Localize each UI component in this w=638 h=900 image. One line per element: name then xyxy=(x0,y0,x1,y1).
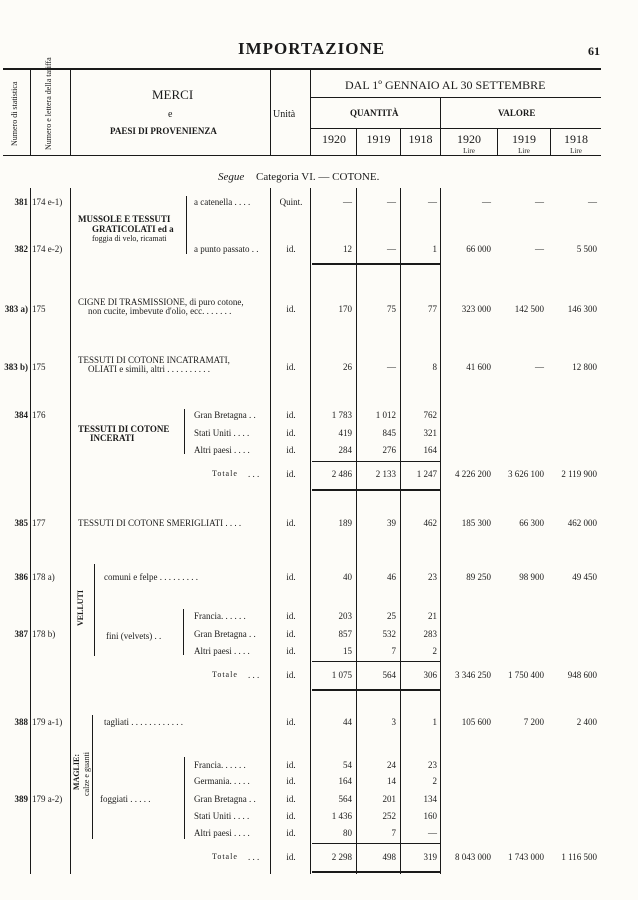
cell-v1920: 4 226 200 xyxy=(455,469,491,479)
col-valore: VALORE xyxy=(498,108,536,118)
cell-q1918: 306 xyxy=(423,670,437,680)
cell-stat: 381 xyxy=(14,197,28,207)
col-unita: Unità xyxy=(273,109,296,120)
cell-q1918: 164 xyxy=(423,445,437,455)
cell-v1919: — xyxy=(535,362,544,372)
cell-unit: id. xyxy=(286,629,296,639)
cell-q1918: 462 xyxy=(423,518,437,528)
cell-unit: id. xyxy=(286,811,296,821)
cell-v1920: 8 043 000 xyxy=(455,852,491,862)
item-cigne-2: non cucite, imbevute d'olio, ecc. . . . . . . xyxy=(88,306,232,316)
cell-v1920: 185 300 xyxy=(461,518,491,528)
cell-q1920: 2 486 xyxy=(331,469,352,479)
col-divider xyxy=(356,188,357,874)
item-fini: fini (velvets) . . xyxy=(106,631,162,641)
col-divider xyxy=(270,188,271,874)
cell-q1918: 2 xyxy=(432,646,437,656)
cell-q1918: 134 xyxy=(423,794,437,804)
cell-v1918: 1 116 500 xyxy=(561,852,597,862)
cell-q1920: 164 xyxy=(338,776,352,786)
col-divider xyxy=(30,70,31,155)
cell-q1919: — xyxy=(387,197,396,207)
cell-unit: id. xyxy=(286,828,296,838)
cell-tariff: 178 b) xyxy=(32,629,56,639)
cell-unit: id. xyxy=(286,670,296,680)
cell-q1918: 160 xyxy=(423,811,437,821)
cell-unit: Quint. xyxy=(279,197,303,207)
bracket xyxy=(183,609,188,655)
cell-tariff: 176 xyxy=(32,410,46,420)
cell-v1919: 1 750 400 xyxy=(508,670,544,680)
cell-q1919: 7 xyxy=(391,646,396,656)
header-rule xyxy=(310,128,601,129)
cell-tariff: 175 xyxy=(32,304,46,314)
bracket xyxy=(184,409,189,454)
cell-tariff: 175 xyxy=(32,362,46,372)
cell-tariff: 174 e-2) xyxy=(32,244,63,254)
item-cigne-1: CIGNE DI TRASMISSIONE, di puro cotone, xyxy=(78,297,244,307)
cell-q1918: 762 xyxy=(423,410,437,420)
cell-v1918: 12 800 xyxy=(572,362,597,372)
cell-q1920: 189 xyxy=(338,518,352,528)
year-q1920: 1920 xyxy=(322,132,346,146)
totale-dots: . . . xyxy=(248,469,260,479)
cell-q1918: 321 xyxy=(423,428,437,438)
total-rule xyxy=(312,843,440,844)
cell-q1918: — xyxy=(428,197,437,207)
cell-v1920: 89 250 xyxy=(466,572,491,582)
row-description: Germania. . . . . xyxy=(194,776,250,786)
col-numero-statistica: Numero di statistica xyxy=(10,81,19,146)
total-rule xyxy=(312,461,440,462)
item-mussole-3: foggia di velo, ricamati xyxy=(92,234,167,243)
cell-v1920: 105 600 xyxy=(461,717,491,727)
cell-v1918: 5 500 xyxy=(576,244,597,254)
item-foggiati: foggiati . . . . . xyxy=(100,794,151,804)
cell-v1918: 948 600 xyxy=(567,670,597,680)
cell-q1918: 1 xyxy=(432,244,437,254)
cell-tariff: 178 a) xyxy=(32,572,55,582)
row-description: Gran Bretagna . . xyxy=(194,410,256,420)
item-mussole-1: MUSSOLE E TESSUTI xyxy=(78,214,171,224)
row-description: Altri paesi . . . . xyxy=(194,445,250,455)
row-description: Stati Uniti . . . . xyxy=(194,428,250,438)
year-q1919: 1919 xyxy=(366,132,391,146)
unit-lire: Lire xyxy=(463,147,475,155)
cell-q1919: 845 xyxy=(382,428,396,438)
item-catramati-1: TESSUTI DI COTONE INCATRAMATI, xyxy=(78,355,230,365)
cell-q1920: 1 075 xyxy=(331,670,352,680)
cell-stat: 383 a) xyxy=(4,304,28,314)
item-incerati-2: INCERATI xyxy=(90,433,135,443)
cell-v1919: — xyxy=(535,197,544,207)
col-merci-e: e xyxy=(168,109,173,120)
cell-unit: id. xyxy=(286,794,296,804)
cell-q1919: 201 xyxy=(382,794,396,804)
cell-v1918: 462 000 xyxy=(567,518,597,528)
bracket xyxy=(94,564,99,656)
cell-v1919: — xyxy=(535,244,544,254)
cell-q1920: — xyxy=(343,197,352,207)
section-rule xyxy=(312,263,440,265)
cell-q1920: 1 436 xyxy=(331,811,352,821)
totale-label: Totale xyxy=(212,852,238,861)
cell-v1918: 146 300 xyxy=(567,304,597,314)
row-description: Altri paesi . . . . xyxy=(194,828,250,838)
cell-q1920: 857 xyxy=(338,629,352,639)
totale-label: Totale xyxy=(212,469,238,478)
item-incerati-1: TESSUTI DI COTONE xyxy=(78,424,170,434)
total-rule xyxy=(312,661,440,662)
cell-q1919: 39 xyxy=(387,518,396,528)
cell-q1919: 1 012 xyxy=(375,410,396,420)
cell-v1919: 142 500 xyxy=(514,304,544,314)
cell-q1918: 77 xyxy=(428,304,437,314)
col-paesi: PAESI DI PROVENIENZA xyxy=(110,126,217,136)
cell-unit: id. xyxy=(286,646,296,656)
cell-q1919: 3 xyxy=(391,717,396,727)
row-description: Altri paesi . . . . xyxy=(194,646,250,656)
cell-q1920: 12 xyxy=(343,244,352,254)
col-merci: MERCI xyxy=(152,87,194,102)
totale-label: Totale xyxy=(212,670,238,679)
bracket xyxy=(184,757,189,839)
cell-q1919: — xyxy=(387,362,396,372)
cell-v1920: — xyxy=(482,197,491,207)
item-catramati-2: OLIATI e simili, altri . . . . . . . . . . xyxy=(88,364,210,374)
cell-q1919: 25 xyxy=(387,611,396,621)
cell-q1918: 2 xyxy=(432,776,437,786)
cell-unit: id. xyxy=(286,518,296,528)
section-rule xyxy=(312,871,440,873)
cell-stat: 388 xyxy=(14,717,28,727)
cell-q1919: 46 xyxy=(387,572,396,582)
totale-dots: . . . xyxy=(248,670,260,680)
cell-q1920: 54 xyxy=(343,760,352,770)
unit-lire: Lire xyxy=(518,147,530,155)
year-v1918: 1918 xyxy=(564,132,588,146)
cell-q1918: 283 xyxy=(423,629,437,639)
row-description: Gran Bretagna . . xyxy=(194,629,256,639)
page-title: IMPORTAZIONE xyxy=(238,39,386,58)
cell-v1918: — xyxy=(588,197,597,207)
page-number: 61 xyxy=(588,44,600,58)
cell-q1920: 1 783 xyxy=(331,410,352,420)
header-top-rule xyxy=(3,68,601,70)
cell-q1920: 80 xyxy=(343,828,352,838)
cell-unit: id. xyxy=(286,445,296,455)
cell-q1918: 23 xyxy=(428,760,437,770)
cell-q1919: 75 xyxy=(387,304,396,314)
cell-q1920: 2 298 xyxy=(331,852,352,862)
row-description: a punto passato . . xyxy=(194,244,259,254)
cell-unit: id. xyxy=(286,572,296,582)
row-description: comuni e felpe . . . . . . . . . xyxy=(104,572,198,582)
cell-q1919: — xyxy=(387,244,396,254)
row-description: Stati Uniti . . . . xyxy=(194,811,250,821)
bracket xyxy=(92,715,97,839)
cell-unit: id. xyxy=(286,760,296,770)
col-divider xyxy=(440,188,441,874)
cell-v1920: 323 000 xyxy=(461,304,491,314)
col-divider xyxy=(70,70,71,155)
year-v1919: 1919 xyxy=(512,132,536,146)
cell-stat: 384 xyxy=(14,410,28,420)
section-rule xyxy=(312,489,440,491)
cell-stat: 382 xyxy=(14,244,28,254)
unit-lire: Lire xyxy=(570,147,582,155)
row-description: tagliati . . . . . . . . . . . . xyxy=(104,717,183,727)
cell-q1920: 564 xyxy=(338,794,352,804)
cell-unit: id. xyxy=(286,304,296,314)
row-description: Gran Bretagna . . xyxy=(194,794,256,804)
cell-unit: id. xyxy=(286,852,296,862)
cell-stat: 387 xyxy=(14,629,28,639)
cell-q1918: 1 xyxy=(432,717,437,727)
item-maglie-2: calze e guanti xyxy=(82,752,91,796)
cell-q1918: 21 xyxy=(428,611,437,621)
cell-v1920: 41 600 xyxy=(466,362,491,372)
cell-q1919: 564 xyxy=(382,670,396,680)
cell-q1920: 15 xyxy=(343,646,352,656)
cell-v1919: 3 626 100 xyxy=(508,469,544,479)
section-rule xyxy=(312,689,440,691)
col-divider xyxy=(310,188,311,874)
item-velluti: VELLUTI xyxy=(76,589,85,626)
cell-v1919: 1 743 000 xyxy=(508,852,544,862)
year-v1920: 1920 xyxy=(457,132,481,146)
cell-q1918: 23 xyxy=(428,572,437,582)
col-quantita: QUANTITÀ xyxy=(350,108,399,118)
cell-q1920: 284 xyxy=(338,445,352,455)
cell-q1920: 26 xyxy=(343,362,352,372)
col-divider xyxy=(30,188,31,874)
cell-unit: id. xyxy=(286,410,296,420)
totale-dots: . . . xyxy=(248,852,260,862)
cell-unit: id. xyxy=(286,469,296,479)
cell-q1919: 2 133 xyxy=(375,469,396,479)
cell-q1920: 44 xyxy=(343,717,352,727)
cell-q1919: 532 xyxy=(382,629,396,639)
row-description: a catenella . . . . xyxy=(194,197,251,207)
cell-q1918: 8 xyxy=(432,362,437,372)
cell-q1919: 14 xyxy=(387,776,396,786)
cell-unit: id. xyxy=(286,428,296,438)
cell-tariff: 177 xyxy=(32,518,46,528)
row-description: Francia. . . . . . xyxy=(194,760,246,770)
cell-v1919: 66 300 xyxy=(519,518,544,528)
col-numero-tariffa: Numero e lettera della tariffa xyxy=(44,57,53,150)
cell-q1920: 203 xyxy=(338,611,352,621)
cell-stat: 389 xyxy=(14,794,28,804)
row-description: Francia. . . . . . xyxy=(194,611,246,621)
cell-v1919: 98 900 xyxy=(519,572,544,582)
col-divider xyxy=(400,188,401,874)
category-segue: Segue xyxy=(218,171,245,183)
cell-q1918: — xyxy=(428,828,437,838)
cell-v1918: 2 400 xyxy=(576,717,597,727)
cell-stat: 383 b) xyxy=(4,362,28,372)
col-period: DAL 1º GENNAIO AL 30 SETTEMBRE xyxy=(345,78,546,92)
cell-q1920: 40 xyxy=(343,572,352,582)
cell-v1919: 7 200 xyxy=(523,717,544,727)
cell-unit: id. xyxy=(286,362,296,372)
cell-q1919: 252 xyxy=(382,811,396,821)
item-mussole-2: GRATICOLATI ed a xyxy=(92,224,174,234)
cell-q1920: 170 xyxy=(338,304,352,314)
cell-q1919: 7 xyxy=(391,828,396,838)
item-maglie-1: MAGLIE: xyxy=(72,754,81,790)
cell-q1920: 419 xyxy=(338,428,352,438)
cell-q1919: 498 xyxy=(382,852,396,862)
year-q1918: 1918 xyxy=(408,132,433,146)
cell-tariff: 179 a-1) xyxy=(32,717,63,727)
cell-stat: 386 xyxy=(14,572,28,582)
cell-v1920: 3 346 250 xyxy=(455,670,491,680)
cell-unit: id. xyxy=(286,611,296,621)
col-divider xyxy=(270,70,271,155)
cell-v1920: 66 000 xyxy=(466,244,491,254)
cell-unit: id. xyxy=(286,776,296,786)
cell-tariff: 179 a-2) xyxy=(32,794,63,804)
cell-q1918: 1 247 xyxy=(416,469,437,479)
cell-v1918: 49 450 xyxy=(572,572,597,582)
cell-tariff: 174 e-1) xyxy=(32,197,63,207)
cell-unit: id. xyxy=(286,717,296,727)
cell-unit: id. xyxy=(286,244,296,254)
cell-q1918: 319 xyxy=(423,852,437,862)
category-title: Categoria VI. — COTONE. xyxy=(256,171,380,183)
header-rule xyxy=(310,97,601,98)
item-smerigliati: TESSUTI DI COTONE SMERIGLIATI . . . . xyxy=(78,518,242,528)
cell-v1918: 2 119 900 xyxy=(561,469,597,479)
cell-q1919: 24 xyxy=(387,760,396,770)
bracket xyxy=(186,196,191,254)
col-divider xyxy=(70,188,71,874)
col-divider xyxy=(310,70,311,155)
cell-q1919: 276 xyxy=(382,445,396,455)
cell-stat: 385 xyxy=(14,518,28,528)
